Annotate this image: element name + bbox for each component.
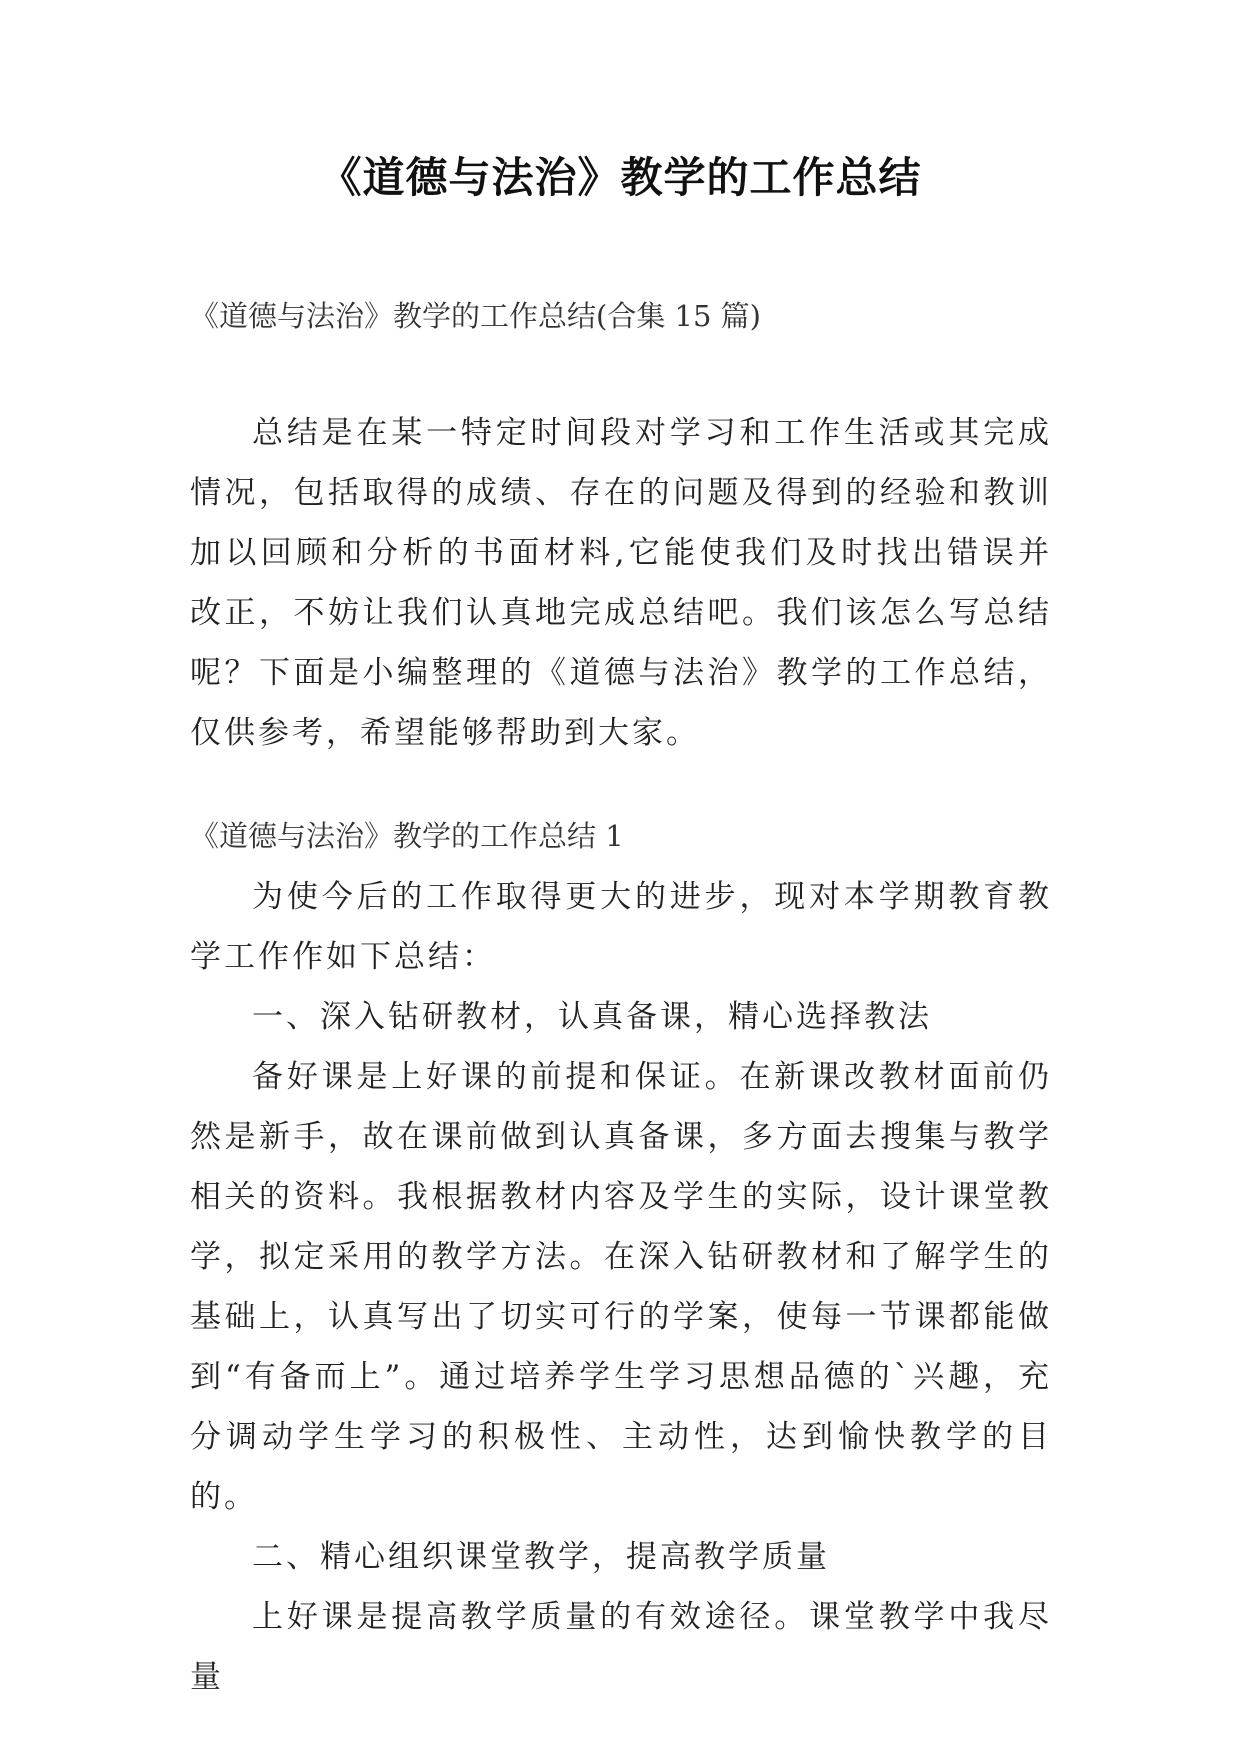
document-subtitle: 《道德与法治》教学的工作总结(合集 15 篇) bbox=[190, 299, 761, 333]
body-paragraph: 备好课是上好课的前提和保证。在新课改教材面前仍然是新手，故在课前做到认真备课，多方面去搜集与教学相关的资料。我根据教材内容及学生的实际，设计课堂教学，拟定采用的教学方法。在深入钻研教材和了解学生的基础上，认真写出了切实可行的学案，使每一节课都能做到“有备而上”。通过培养学生学习思想品德的`兴趣，充分调动学生学习的积极性、主动性，达到愉快教学的目的。 bbox=[190, 1059, 1052, 1515]
section-heading: 《道德与法治》教学的工作总结 1 bbox=[190, 819, 624, 853]
document-title: 《道德与法治》教学的工作总结 bbox=[319, 153, 922, 202]
body-paragraph: 上好课是提高教学质量的有效途径。课堂教学中我尽量 bbox=[190, 1599, 1052, 1695]
subsection-heading: 一、深入钻研教材，认真备课，精心选择教法 bbox=[252, 999, 932, 1035]
intro-paragraph: 总结是在某一特定时间段对学习和工作生活或其完成情况，包括取得的成绩、存在的问题及得到的经验和教训加以回顾和分析的书面材料,它能使我们及时找出错误并改正，不妨让我们认真地完成总结吧。我们该怎么写总结呢？下面是小编整理的《道德与法治》教学的工作总结，仅供参考，希望能够帮助到大家。 bbox=[190, 415, 1052, 751]
section-body bbox=[190, 867, 1052, 1707]
subsection-heading: 二、精心组织课堂教学，提高教学质量 bbox=[252, 1539, 830, 1575]
intro-section bbox=[190, 403, 1052, 763]
body-paragraph: 为使今后的工作取得更大的进步，现对本学期教育教学工作作如下总结： bbox=[190, 879, 1052, 975]
